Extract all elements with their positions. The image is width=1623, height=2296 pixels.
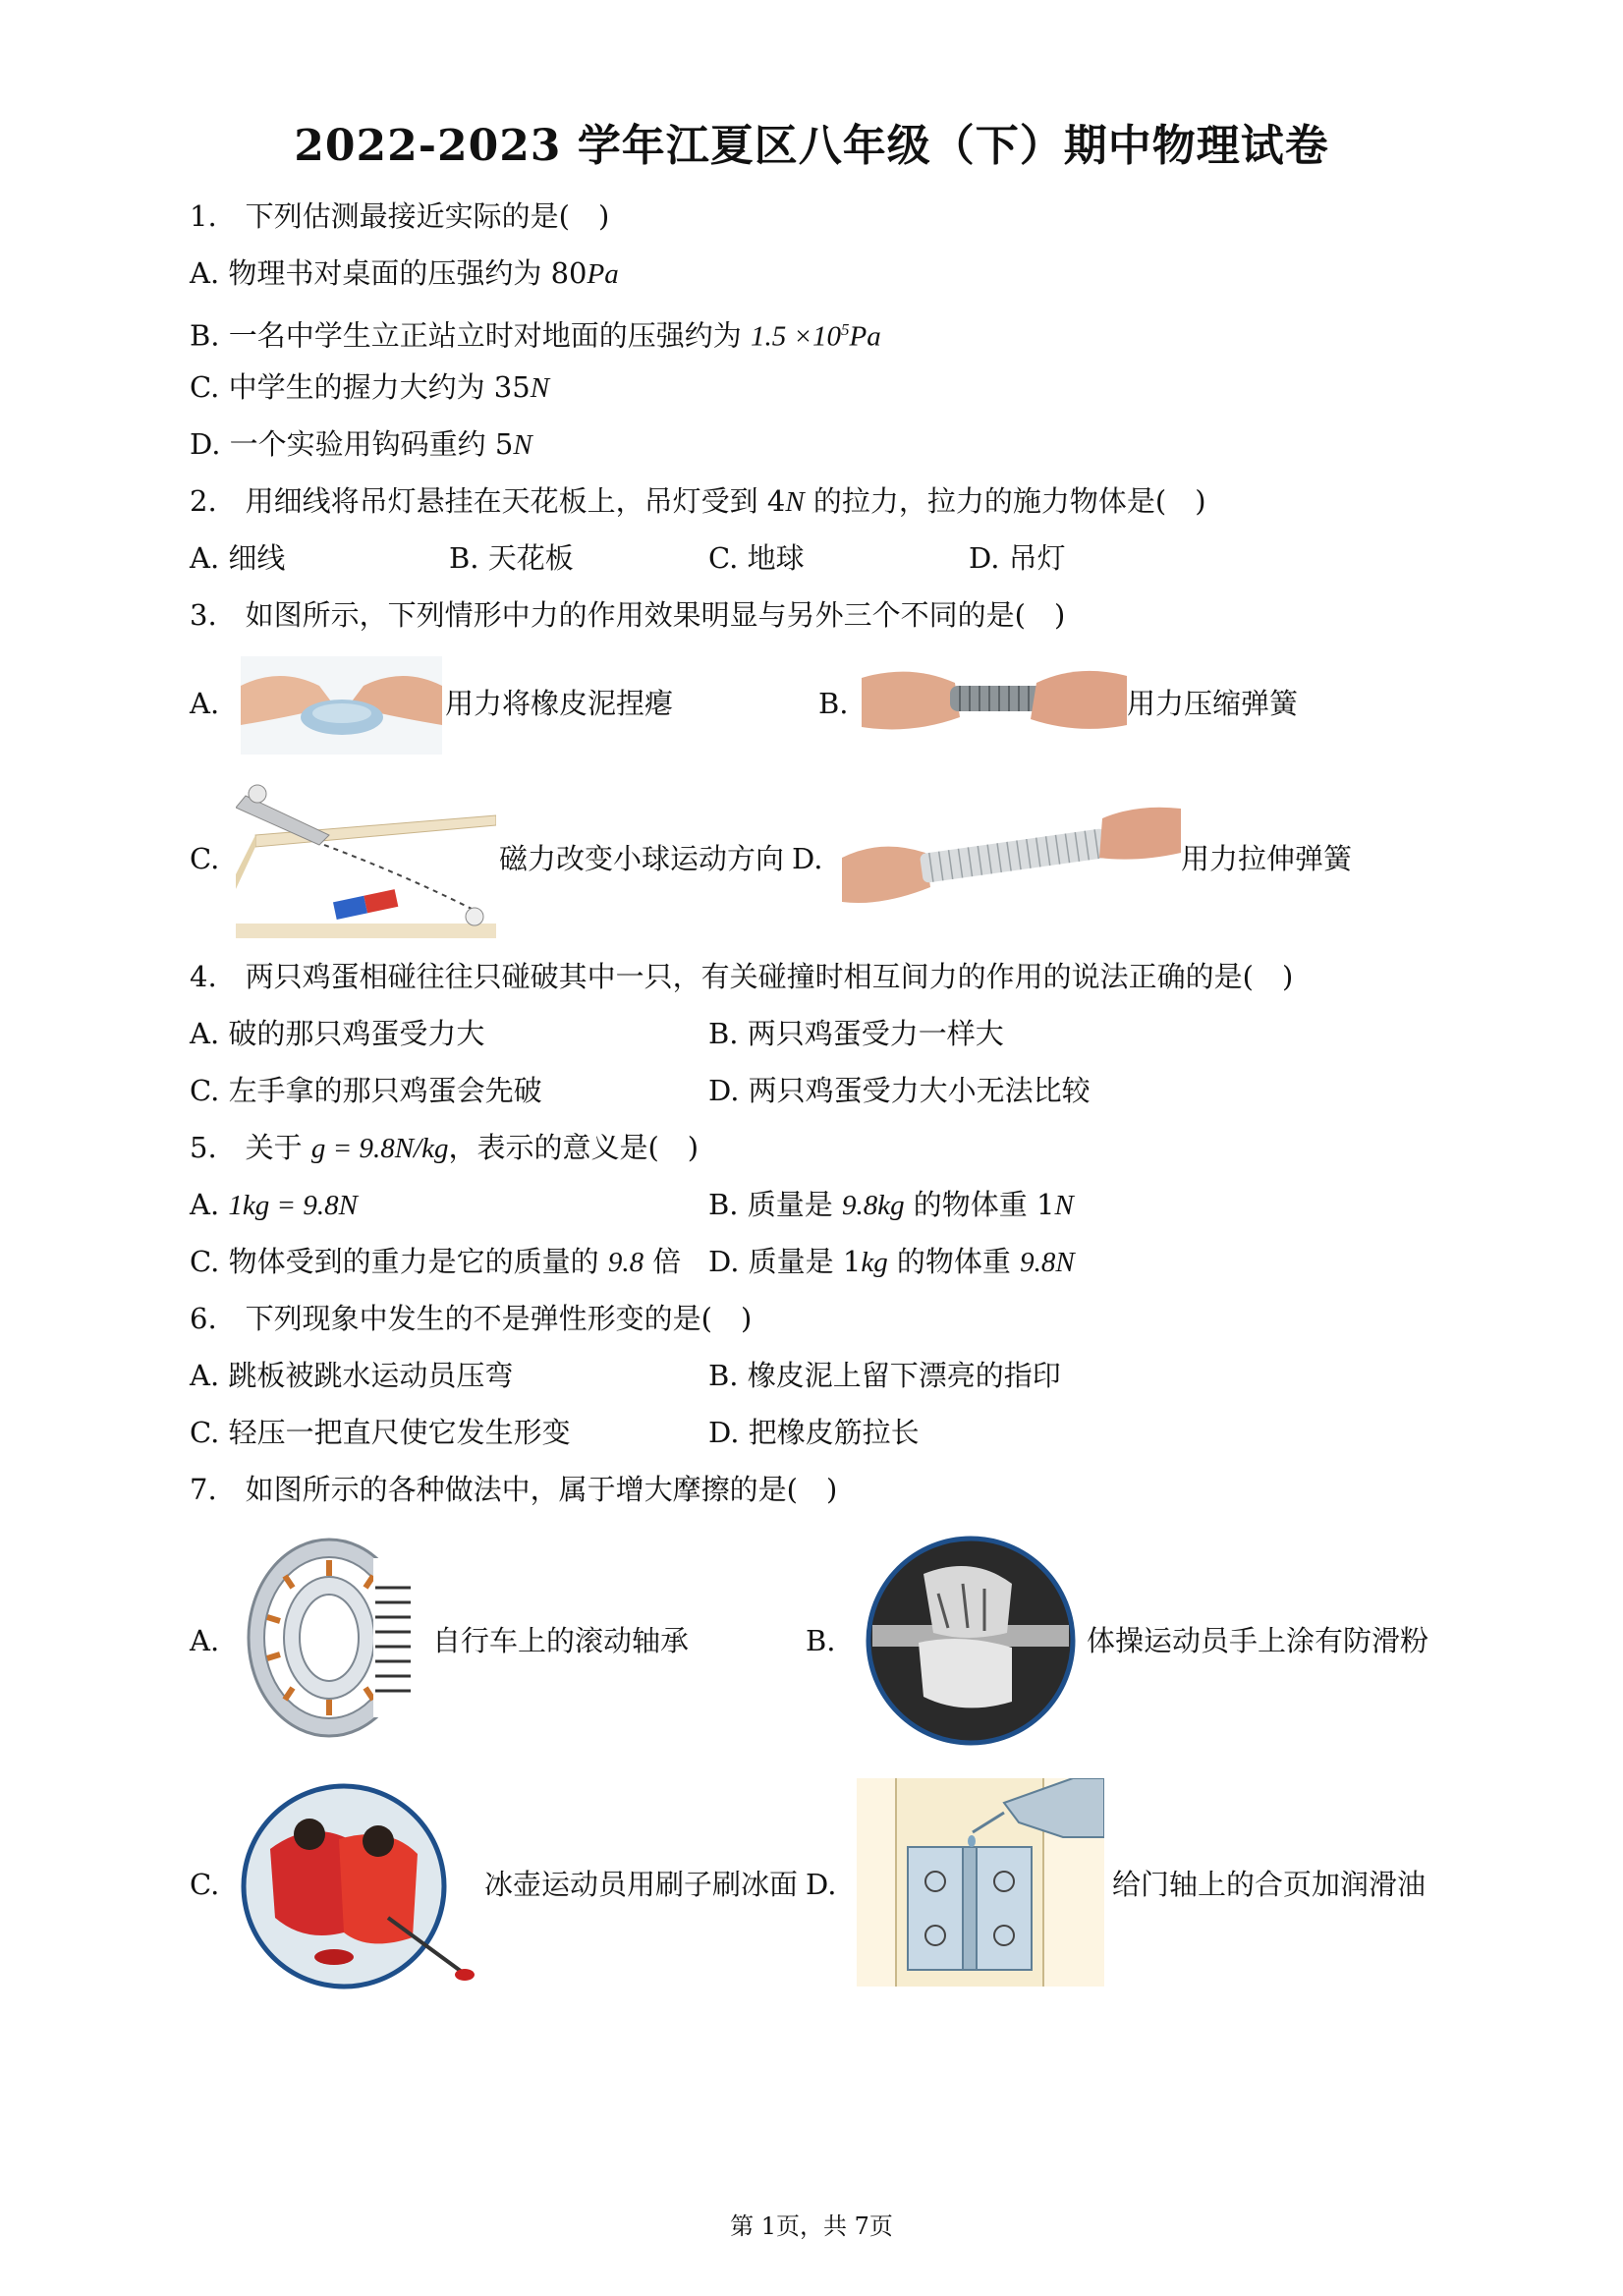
q3-option-d-label: D.	[792, 842, 823, 875]
q4-option-b: B. 两只鸡蛋受力一样大	[708, 1017, 1004, 1050]
page-title: 2022-2023 学年江夏区八年级（下）期中物理试卷	[294, 121, 1329, 171]
q7-option-c-label: C.	[190, 1868, 220, 1901]
q3-option-d-text: 用力拉伸弹簧	[1181, 842, 1353, 875]
q7-option-d-text: 给门轴上的合页加润滑油	[1112, 1868, 1427, 1901]
q3-option-a-text: 用力将橡皮泥捏瘪	[445, 687, 674, 720]
q3-option-c-label: C.	[190, 842, 220, 875]
page-footer: 第 1页，共 7页	[730, 2212, 893, 2240]
q6-stem: 6. 下列现象中发生的不是弹性形变的是( )	[190, 1302, 753, 1335]
q7-option-c-text: 冰壶运动员用刷子刷冰面	[484, 1868, 799, 1901]
q7-option-b-text: 体操运动员手上涂有防滑粉	[1087, 1624, 1429, 1657]
q1-option-a: A. 物理书对桌面的压强约为 80Pa	[190, 256, 619, 290]
q2-option-c: C. 地球	[708, 541, 805, 575]
curling-sweepers-image	[241, 1780, 476, 1991]
q5-option-a: A. 1kg = 9.8N	[190, 1188, 358, 1221]
q2-option-b: B. 天花板	[449, 541, 574, 575]
squeezed-clay-image	[241, 656, 442, 755]
q2-stem: 2. 用细线将吊灯悬挂在天花板上，吊灯受到 4N 的拉力，拉力的施力物体是( )	[190, 484, 1206, 518]
q7-option-d-label: D.	[806, 1868, 837, 1901]
q5-option-d: D. 质量是 1kg 的物体重 9.8N	[708, 1245, 1075, 1278]
stretched-spring-image	[842, 804, 1181, 907]
q4-option-c: C. 左手拿的那只鸡蛋会先破	[190, 1074, 542, 1107]
q3-option-b-text: 用力压缩弹簧	[1127, 687, 1299, 720]
q3-option-b-label: B.	[818, 687, 849, 720]
q1-option-b: B. 一名中学生立正站立时对地面的压强约为 $1.5 \times 10^5Pa$	[190, 318, 881, 353]
hinge-oil-image	[857, 1778, 1104, 1987]
q5-option-b: B. 质量是 9.8kg 的物体重 1N	[708, 1188, 1074, 1221]
q7-option-a-text: 自行车上的滚动轴承	[432, 1624, 690, 1657]
q3-stem: 3. 如图所示，下列情形中力的作用效果明显与另外三个不同的是( )	[190, 598, 1066, 632]
q2-option-a: A. 细线	[190, 541, 286, 575]
q7-option-b-label: B.	[806, 1624, 836, 1657]
q5-stem: 5. 关于 g = 9.8N/kg，表示的意义是( )	[190, 1131, 700, 1164]
q1-stem: 1. 下列估测最接近实际的是( )	[190, 199, 610, 233]
q3-option-c-text: 磁力改变小球运动方向	[499, 842, 785, 875]
q2-option-d: D. 吊灯	[969, 541, 1066, 575]
q5-option-c: C. 物体受到的重力是它的质量的 9.8 倍	[190, 1245, 682, 1278]
q6-option-b: B. 橡皮泥上留下漂亮的指印	[708, 1359, 1061, 1392]
q6-option-c: C. 轻压一把直尺使它发生形变	[190, 1416, 571, 1449]
q7-stem: 7. 如图所示的各种做法中，属于增大摩擦的是( )	[190, 1473, 838, 1506]
q6-option-d: D. 把橡皮筋拉长	[708, 1416, 920, 1449]
q1-option-c: C. 中学生的握力大约为 35N	[190, 370, 550, 404]
compressed-spring-image	[862, 658, 1127, 737]
q4-option-d: D. 两只鸡蛋受力大小无法比较	[708, 1074, 1091, 1107]
q4-option-a: A. 破的那只鸡蛋受力大	[190, 1017, 485, 1050]
q3-option-a-label: A.	[190, 687, 220, 720]
q6-option-a: A. 跳板被跳水运动员压弯	[190, 1359, 514, 1392]
rolling-bearing-image	[236, 1529, 422, 1747]
gymnast-chalk-hands-image	[865, 1535, 1077, 1747]
magnet-ball-image	[236, 776, 496, 938]
q1-option-d: D. 一个实验用钩码重约 5N	[190, 427, 532, 461]
q7-option-a-label: A.	[190, 1624, 220, 1657]
q4-stem: 4. 两只鸡蛋相碰往往只碰破其中一只，有关碰撞时相互间力的作用的说法正确的是( )	[190, 960, 1294, 993]
